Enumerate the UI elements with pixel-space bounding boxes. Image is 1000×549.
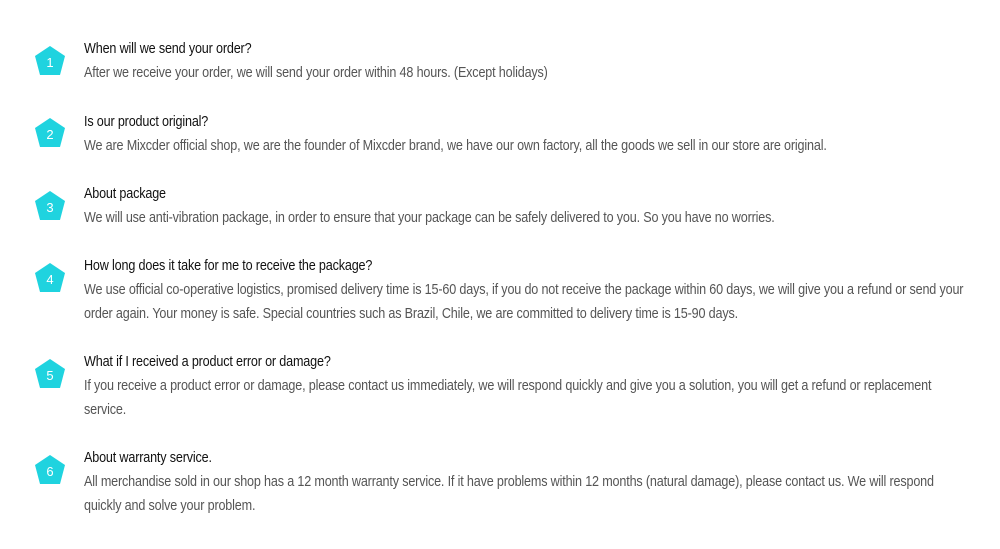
faq-answer: All merchandise sold in our shop has a 12 month warranty service. If it have problems within 12 months (natural damage), please contact us. We will respond quickly and solve your problem. xyxy=(84,473,934,514)
number-badge xyxy=(34,262,66,294)
faq-text xyxy=(84,254,984,326)
faq-answer: If you receive a product error or damage, please contact us immediately, we will respond quickly and give you a solution, you will get a refund or replacement service. xyxy=(84,377,932,418)
badge-number: 2 xyxy=(46,127,54,142)
faq-answer: We will use anti-vibration package, in order to ensure that your package can be safely delivered to you. So you have no worries. xyxy=(84,209,775,226)
number-badge xyxy=(34,454,66,486)
faq-answer: We are Mixcder official shop, we are the founder of Mixcder brand, we have our own factory, all the goods we sell in our store are original. xyxy=(84,137,827,154)
faq-question: When will we send your order? xyxy=(84,40,252,57)
faq-question: What if I received a product error or damage? xyxy=(84,353,331,370)
badge-number: 3 xyxy=(46,200,54,215)
faq-answer: We use official co-operative logistics, promised delivery time is 15-60 days, if you do not receive the package within 60 days, we will give you a refund or send your order again. Your money is safe. Special countries such as Brazil, Chile, we are committed to delivery time is 15-90 days. xyxy=(84,281,964,322)
badge-number: 4 xyxy=(46,272,54,287)
number-badge xyxy=(34,45,66,77)
faq-text xyxy=(84,110,984,158)
faq-text xyxy=(84,446,984,518)
faq-question: About warranty service. xyxy=(84,449,212,466)
badge-number: 1 xyxy=(46,55,54,70)
faq-text xyxy=(84,182,984,230)
number-badge xyxy=(34,117,66,149)
number-badge xyxy=(34,358,66,390)
faq-text xyxy=(84,350,984,422)
faq-question: About package xyxy=(84,185,166,202)
badge-number: 6 xyxy=(46,464,54,479)
badge-number: 5 xyxy=(46,368,54,383)
faq-question: How long does it take for me to receive the package? xyxy=(84,257,373,274)
faq-text xyxy=(84,37,984,85)
number-badge xyxy=(34,190,66,222)
faq-question: Is our product original? xyxy=(84,113,209,130)
faq-answer: After we receive your order, we will send your order within 48 hours. (Except holidays) xyxy=(84,64,548,81)
